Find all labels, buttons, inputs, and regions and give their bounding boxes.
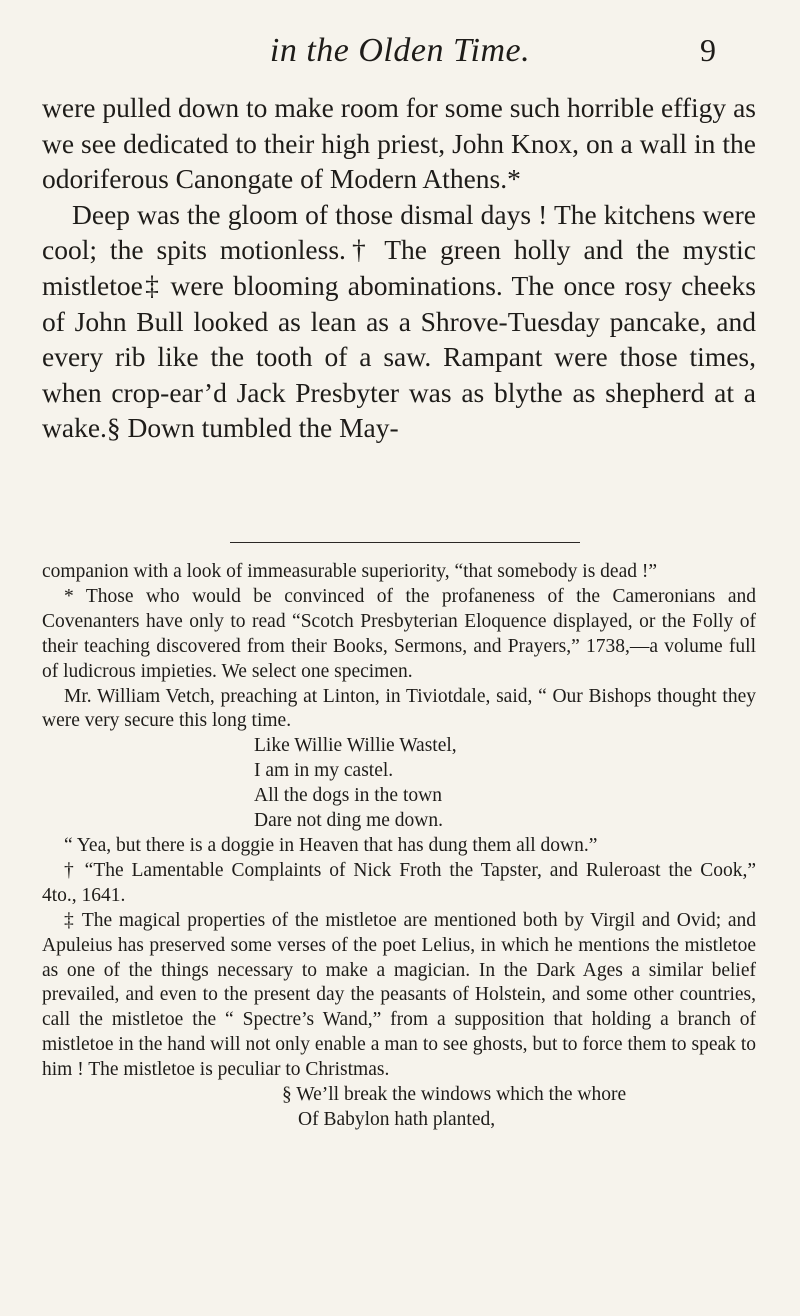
- verse-line: Of Babylon hath planted,: [298, 1108, 496, 1130]
- verse-line: I am in my castel.: [254, 760, 394, 782]
- verse-line: Dare not ding me down.: [254, 810, 444, 832]
- footnote-double-dagger: ‡ The magical properties of the mistletoe are mentioned both by Virgil and Ovid; and Apuleius has preserved some verses of the poet Lelius, in which he mentions the mistletoe as one of the things necessary to make a magician. In the Dark Ages a similar belief prevailed, and even to the present day the peasants of Holstein, and some other countries, call the mistletoe the “ Spectre’s Wand,” from a supposition that holding a branch of mistletoe in the hand will not only enable a man to see ghosts, but to force them to speak to him ! The mistletoe is peculiar to Christmas.: [42, 909, 756, 1081]
- verse-line: Like Willie Willie Wastel,: [254, 735, 457, 757]
- footnote-dagger: † “The Lamentable Complaints of Nick Froth the Tapster, and Ruleroast the Cook,” 4to., 1641.: [42, 859, 756, 906]
- main-text: [42, 90, 756, 446]
- footnote-vetch-close: “ Yea, but there is a doggie in Heaven that has dung them all down.”: [64, 834, 598, 856]
- running-head: [0, 30, 800, 80]
- footnote-continuation: companion with a look of immeasurable superiority, “that somebody is dead !”: [42, 561, 657, 582]
- body-paragraph: Deep was the gloom of those dismal days ! The kitchens were cool; the spits motionless.† The green holly and the mystic mistletoe‡ were blooming abominations. The once rosy cheeks of John Bull looked as lean as a Shrove-Tuesday pancake, and every rib like the tooth of a saw. Rampant were those times, when crop-ear’d Jack Presbyter was as blythe as shepherd at a wake.§ Down tumbled the May-: [42, 198, 756, 444]
- body-paragraph: were pulled down to make room for some such horrible effigy as we see dedicated to their high priest, John Knox, on a wall in the odoriferous Canongate of Modern Athens.*: [42, 92, 756, 195]
- page-number: 9: [700, 32, 716, 68]
- footnote-star: * Those who would be convinced of the profaneness of the Cameronians and Covenanters have only to read “Scotch Presbyterian Eloquence displayed, or the Folly of their teaching discovered from their Books, Sermons, and Prayers,” 1738,—a volume full of ludicrous impieties. We select one specimen.: [42, 585, 756, 682]
- footnote-vetch-intro: Mr. William Vetch, preaching at Linton, in Tiviotdale, said, “ Our Bishops thought they were very secure this long time.: [42, 685, 756, 732]
- footnote-rule: [230, 542, 580, 543]
- footnotes: [42, 560, 756, 1133]
- verse-line: § We’ll break the windows which the whore: [282, 1084, 627, 1106]
- running-title: in the Olden Time.: [269, 32, 531, 69]
- verse-line: All the dogs in the town: [254, 785, 442, 807]
